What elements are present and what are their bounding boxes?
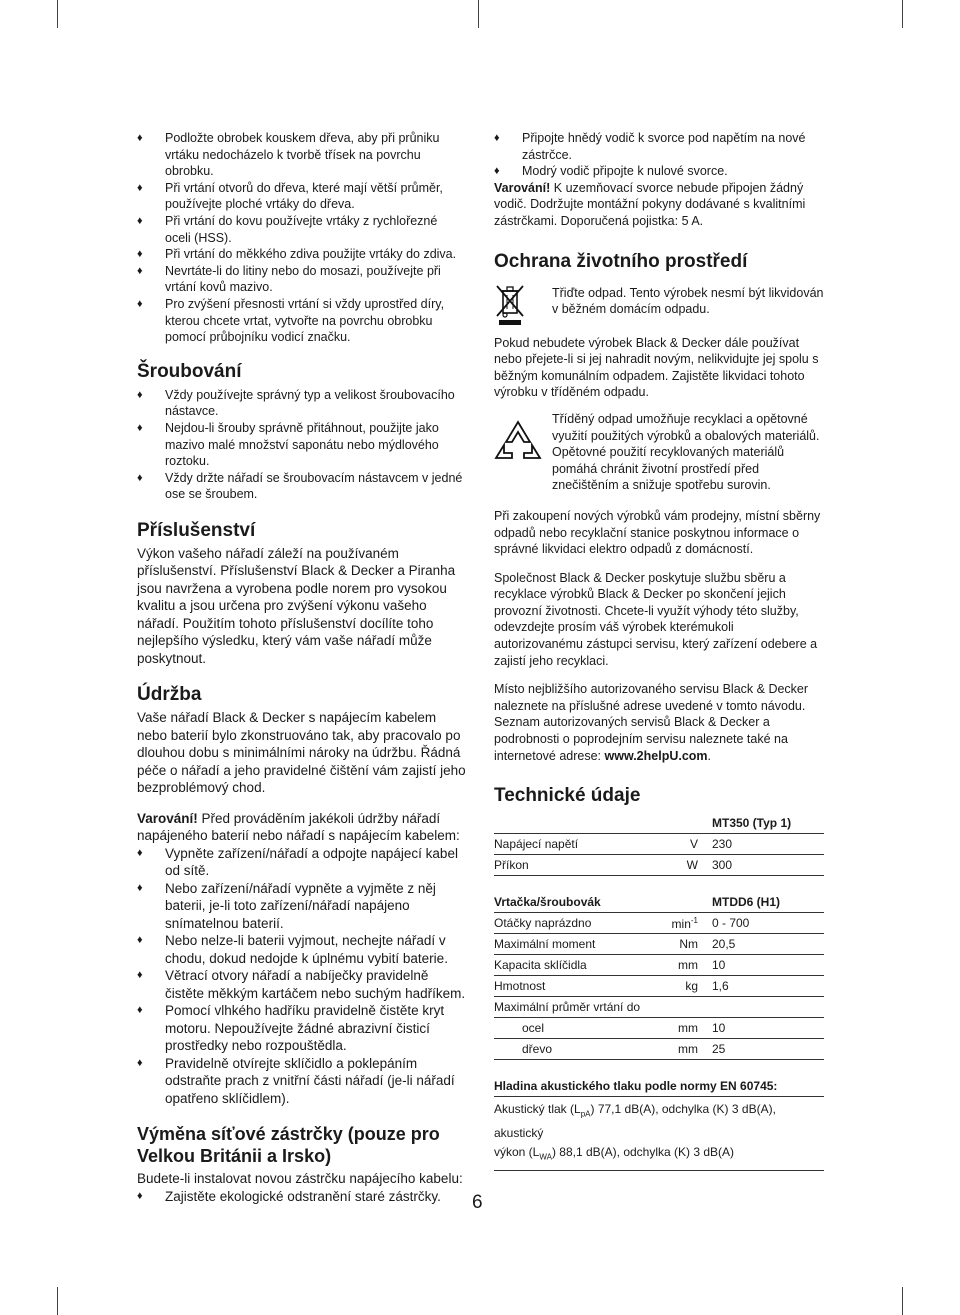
spec-label: Příkon — [494, 855, 658, 876]
list-item: ♦ Při vrtání otvorů do dřeva, které mají větší průměr, používejte ploché vrtáky do dřeva. — [137, 180, 466, 213]
spec-label: Hmotnost — [494, 976, 658, 997]
table-row — [494, 855, 824, 876]
spec-unit: mm — [658, 955, 712, 976]
environment-paragraph-1: Pokud nebudete výrobek Black & Decker dále používat nebo přejete-li si jej nahradit novým, nelikvidujte jej spolu s běžným komunálním odpadem. Zajistěte likvidaci tohoto výrobku v tříděném odpadu. — [494, 335, 819, 400]
model-header: MT350 (Typ 1) — [712, 813, 824, 834]
spec-value: 300 — [712, 855, 824, 876]
service-text-end: . — [707, 748, 712, 763]
list-item: ♦ Nebo nelze-li baterii vyjmout, nechejte nářadí v chodu, dokud nedojde k úplnému vybití baterie. — [137, 932, 466, 967]
drill-header-label: Vrtačka/šroubovák — [494, 892, 658, 913]
list-item: ♦ Vypněte zařízení/nářadí a odpojte napájecí kabel od sítě. — [137, 845, 466, 880]
accessories-text: Výkon vašeho nářadí záleží na používaném příslušenství. Příslušenství Black & Decker a Piranha jsou navržena a vyrobena podle norem pro vysokou kvalitu a jsou určena pro zvýšení výkonu vašeho nářadí. Použitím tohoto příslušenství docílíte toho nejlepšího výsledku, který vám vaše nářadí může poskytnout. — [137, 545, 456, 666]
table-row — [494, 1097, 824, 1171]
environment-paragraph-4 — [494, 681, 824, 764]
drill-header-value: MTDD6 (H1) — [712, 892, 824, 913]
table-row — [494, 813, 824, 834]
list-item: ♦ Větrací otvory nářadí a nabíječky pravidelně čistěte měkkým kartáčem nebo suchým hadříkem. — [137, 967, 466, 1002]
warning-label: Varování! — [494, 180, 551, 195]
section-title-environment: Ochrana životního prostředí — [494, 250, 748, 272]
spec-label: Kapacita sklíčidla — [494, 955, 658, 976]
table-row — [494, 997, 824, 1018]
spec-label: Maximální průměr vrtání do — [494, 997, 824, 1018]
spec-label: Maximální moment — [494, 934, 658, 955]
section-title-plug-replacement: Výměna síťové zástrčky (pouze pro Velkou Británii a Irsko) — [137, 1124, 440, 1167]
table-row — [494, 913, 824, 934]
drilling-tips-list — [137, 130, 466, 346]
section-title-screwing: Šroubování — [137, 360, 242, 382]
crop-mark — [57, 0, 58, 28]
list-item: ♦ Při vrtání do měkkého zdiva použijte vrtáky do zdiva. — [137, 246, 466, 263]
recycle-icon — [494, 419, 542, 466]
section-title-technical-data: Technické údaje — [494, 785, 641, 807]
list-item: ♦ Při vrtání do kovu používejte vrtáky z rychlořezné oceli (HSS). — [137, 213, 466, 246]
spec-unit: W — [658, 855, 712, 876]
table-row — [494, 892, 824, 913]
spec-value: 1,6 — [712, 976, 824, 997]
sound-values: Akustický tlak $(L_{pA})$ 77,1 dB(A), odchylka (K) 3 dB(A), akustický výkon $(L_{WA})$ 88,1 dB(A), odchylka (K) 3 dB(A) — [494, 1097, 824, 1171]
waste-bin-text: Třiďte odpad. Tento výrobek nesmí být likvidován v běžném domácím odpadu. — [552, 285, 824, 317]
list-item: ♦ Zajistěte ekologické odstranění staré zástrčky. — [137, 1188, 466, 1206]
section-title-maintenance: Údržba — [137, 684, 202, 706]
environment-paragraph-3: Společnost Black & Decker poskytuje službu sběru a recyklace výrobků Black & Decker po skončení jejich provozní životnosti. Chcete-li využít výhody této služby, odevzdejte prosím váš výrobek kterémukoli autorizovanému zástupci servisu, který zařízení odebere a zajistí jeho recyklaci. — [494, 570, 818, 668]
service-url-link[interactable]: www.2helpU.com — [604, 748, 708, 763]
spec-value: 20,5 — [712, 934, 824, 955]
list-item: ♦ Nebo zařízení/nářadí vypněte a vyjměte z něj baterii, je-li toto zařízení/nářadí napájeno snímatelnou baterií. — [137, 880, 466, 933]
list-item: ♦ Připojte hnědý vodič k svorce pod napětím na nové zástrčce. — [494, 130, 824, 163]
spec-label: Otáčky naprázdno — [494, 913, 658, 934]
service-text: Místo nejbližšího autorizovaného servisu Black & Decker naleznete na příslušné adrese uvedené v tomto návodu. Seznam autorizovaných servisů Black & Decker a podrobnosti o poprodejním servisu naleznete také na internetové adrese: — [494, 682, 809, 763]
recycle-text: Tříděný odpad umožňuje recyklaci a opětovné využití použitých výrobků a obalových materiálů. Opětovné použití recyklovaných materiálů pomáhá chránit životní prostředí před znečištěním a snižuje spotřebu surovin. — [552, 411, 820, 493]
screwing-list — [137, 387, 466, 503]
list-item: ♦ Modrý vodič připojte k nulové svorce. — [494, 163, 824, 180]
list-item: ♦ Vždy používejte správný typ a velikost šroubovacího nástavce. — [137, 387, 466, 420]
crossed-bin-icon — [494, 283, 528, 332]
table-row — [494, 934, 824, 955]
recycle-row — [494, 411, 824, 494]
table-row — [494, 976, 824, 997]
crop-mark — [478, 0, 479, 28]
sound-title: Hladina akustického tlaku podle normy EN 60745: — [494, 1076, 824, 1097]
list-item: ♦ Nejdou-li šrouby správně přitáhnout, použijte jako mazivo malé množství saponátu nebo mýdlového roztoku. — [137, 420, 466, 470]
warning-text: Před prováděním jakékoli údržby nářadí napájeného baterií nebo nářadí s napájecím kabelem: — [137, 810, 460, 844]
spec-unit: kg — [658, 976, 712, 997]
table-row — [494, 1039, 824, 1060]
list-item: ♦ Vždy držte nářadí se šroubovacím nástavcem v jedné ose se šroubem. — [137, 470, 466, 503]
right-column — [494, 130, 824, 1171]
spec-label: Napájecí napětí — [494, 834, 658, 855]
warning-label: Varování! — [137, 810, 198, 826]
table-row — [494, 834, 824, 855]
spec-unit: $\min^{-1}$ — [658, 913, 712, 934]
environment-paragraph-2: Při zakoupení nových výrobků vám prodejny, místní sběrny odpadů nebo recyklační stanice poskytnou informace o správné likvidaci elektro odpadů z domácností. — [494, 508, 821, 557]
page-number: 6 — [472, 1192, 483, 1213]
warning-text: K uzemňovací svorce nebude připojen žádný vodič. Dodržujte montážní pokyny dodávané s kvalitními zástrčkami. Doporučená pojistka: 5 A. — [494, 180, 806, 228]
plug-wiring-list — [494, 130, 824, 180]
spec-unit: mm — [658, 1039, 712, 1060]
spec-value: 10 — [712, 955, 824, 976]
maintenance-warning — [137, 810, 466, 845]
plug-warning — [494, 180, 824, 230]
waste-bin-row — [494, 281, 824, 325]
crop-mark — [57, 1287, 58, 1315]
spec-value: 25 — [712, 1039, 824, 1060]
spec-unit: V — [658, 834, 712, 855]
spec-label: dřevo — [494, 1039, 658, 1060]
table-row — [494, 955, 824, 976]
spec-value: 0 - 700 — [712, 913, 824, 934]
technical-data-table — [494, 813, 824, 1171]
spec-unit: mm — [658, 1018, 712, 1039]
spec-label: ocel — [494, 1018, 658, 1039]
crop-mark — [902, 1287, 903, 1315]
left-column — [137, 130, 466, 1205]
table-row — [494, 1076, 824, 1097]
list-item: ♦ Pravidelně otvírejte sklíčidlo a poklepáním odstraňte prach z vnitřní části nářadí (je-li nářadí opatřeno sklíčidlem). — [137, 1055, 466, 1108]
spec-value: 230 — [712, 834, 824, 855]
plug-intro: Budete-li instalovat novou zástrčku napájecího kabelu: — [137, 1171, 463, 1187]
maintenance-list — [137, 845, 466, 1108]
list-item: ♦ Podložte obrobek kouskem dřeva, aby při průniku vrtáku nedocházelo k tvorbě třísek na povrchu obrobku. — [137, 130, 466, 180]
maintenance-text: Vaše nářadí Black & Decker s napájecím kabelem nebo baterií bylo zkonstruováno tak, aby pracovalo po dlouhou dobu s minimálními nároky na údržbu. Řádná péče o nářadí a jeho pravidelné čištění vám zajistí jeho bezproblémový chod. — [137, 710, 466, 796]
spec-value: 10 — [712, 1018, 824, 1039]
list-item: ♦ Pomocí vlhkého hadříku pravidelně čistěte kryt motoru. Nepoužívejte žádné abrazivní čisticí prostředky nebo rozpouštědla. — [137, 1002, 466, 1055]
table-row — [494, 1018, 824, 1039]
list-item: ♦ Pro zvýšení přesnosti vrtání si vždy uprostřed díry, kterou chcete vrtat, vytvořte na povrchu obrobku pomocí průbojníku vodicí značku. — [137, 296, 466, 346]
crop-mark — [902, 0, 903, 28]
spec-unit: Nm — [658, 934, 712, 955]
section-title-accessories: Příslušenství — [137, 519, 256, 541]
list-item: ♦ Nevrtáte-li do litiny nebo do mosazi, používejte při vrtání kovů mazivo. — [137, 263, 466, 296]
